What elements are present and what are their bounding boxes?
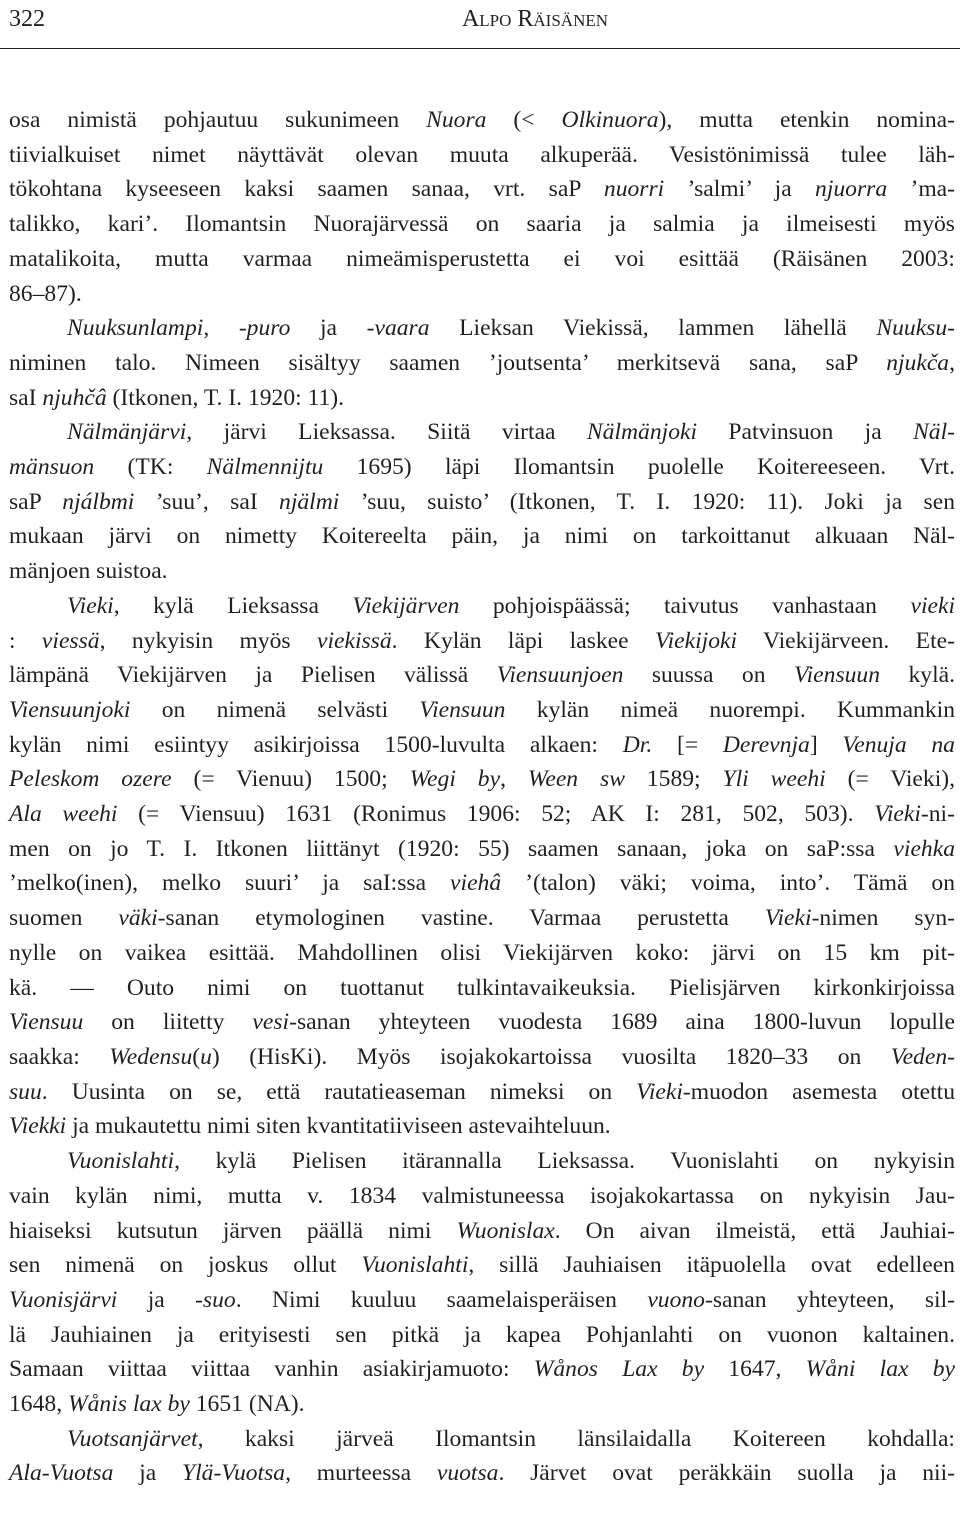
text-run: ’melko(inen), melko suuri’ ja saI:ssa — [9, 870, 451, 897]
text-run: ’ma- — [887, 176, 955, 203]
paragraph — [9, 589, 955, 1144]
italic-run: -vaara — [366, 315, 430, 342]
italic-run: viekissä — [316, 627, 392, 654]
text-run: tökohtana kyseeseen kaksi saamen sanaa, vrt. saP — [9, 176, 604, 203]
text-run: saI — [9, 384, 43, 411]
italic-run: Wånos Lax by — [533, 1356, 705, 1383]
text-line — [9, 1005, 955, 1040]
text-run: pohjoispäässä; taivutus vanhastaan — [459, 592, 911, 619]
text-line — [9, 415, 955, 450]
text-run: kylän nimeä nuorempi. Kummankin — [505, 696, 955, 723]
text-run: men on jo T. I. Itkonen liittänyt (1920: 55) saamen sanaan, joka on saP:ssa — [9, 835, 894, 862]
text-run: , murteessa — [285, 1460, 437, 1487]
paragraph — [9, 415, 955, 589]
text-line — [9, 1214, 955, 1249]
text-run: nylle on vaikea esittää. Mahdollinen olisi Viekijärven koko: järvi on 15 km pit- — [9, 939, 955, 966]
text-line — [9, 1248, 955, 1283]
text-run: Viekijärveen. Ete- — [737, 627, 955, 654]
text-run: , nykyisin myös — [99, 627, 317, 654]
italic-run: Vuonisjärvi — [9, 1286, 118, 1313]
text-line — [9, 1075, 955, 1110]
italic-run: nuorri — [603, 176, 665, 203]
italic-run: Ylä-Vuotsa — [181, 1460, 286, 1487]
italic-run: njukča — [886, 349, 950, 376]
paragraph — [9, 1422, 955, 1491]
text-run: ’salmi’ ja — [664, 176, 816, 203]
text-run: (Itkonen, T. I. 1920: 11). — [106, 384, 345, 411]
text-line — [9, 381, 955, 416]
text-line — [9, 1422, 955, 1457]
text-line — [9, 1352, 955, 1387]
text-line — [9, 832, 955, 867]
text-line — [9, 658, 955, 693]
italic-run: u — [200, 1043, 212, 1070]
text-run: kylä. — [880, 662, 955, 689]
running-head: Alpo Räisänen — [461, 6, 609, 32]
text-run: , — [500, 766, 528, 793]
text-run: Patvinsuon ja — [697, 419, 914, 446]
italic-run: njälmi — [279, 488, 340, 515]
text-run: ’suu, suisto’ (Itkonen, T. I. 1920: 11). Joki ja sen — [339, 488, 955, 515]
text-line — [9, 693, 955, 728]
italic-run: Vieki — [67, 592, 114, 619]
text-line — [9, 519, 955, 554]
italic-run: viehâ — [450, 870, 502, 897]
text-run: suomen — [9, 905, 119, 932]
text-run: ja mukautettu nimi siten kvantitatiiviseen astevaihteluun. — [66, 1113, 611, 1140]
text-run: ’suu’, saI — [134, 488, 280, 515]
text-run: Samaan viittaa viittaa vanhin asiakirjamuoto: — [9, 1356, 534, 1383]
italic-run: Viensuunjoki — [9, 696, 131, 723]
text-run: on liitetty — [83, 1009, 253, 1036]
italic-run: vuono — [647, 1286, 705, 1313]
italic-run: Nälmänjärvi — [67, 419, 187, 446]
text-line — [9, 450, 955, 485]
italic-run: Derevnja — [722, 731, 810, 758]
italic-run: Viensuu — [9, 1009, 84, 1036]
text-line — [9, 1318, 955, 1353]
italic-run: Ween sw — [527, 766, 625, 793]
italic-run: Wedensu — [109, 1043, 193, 1070]
italic-run: Wegi by — [409, 766, 501, 793]
text-run: ) (HisKi). Myös isojakokartoissa vuosilta 1820–33 on — [211, 1043, 891, 1070]
text-run: suussa on — [623, 662, 794, 689]
text-line — [9, 762, 955, 797]
text-run: hiaiseksi kutsutun järven päällä nimi — [9, 1217, 457, 1244]
text-run: ( — [192, 1043, 201, 1070]
italic-run: -puro — [238, 315, 291, 342]
text-line — [9, 485, 955, 520]
text-line — [9, 311, 955, 346]
text-run: ja — [113, 1460, 182, 1487]
italic-run: njálbmi — [62, 488, 135, 515]
text-run: ja — [117, 1286, 196, 1313]
italic-run: Ala weehi — [9, 801, 118, 828]
italic-run: Wåni lax by — [805, 1356, 955, 1383]
text-run: 1695) läpi Ilomantsin puolelle Koitereeseen. Vrt. — [323, 454, 955, 481]
italic-run: Nälmänjoki — [586, 419, 698, 446]
text-run: (= Vienuu) 1500; — [171, 766, 410, 793]
italic-run: vuotsa — [436, 1460, 499, 1487]
text-line — [9, 936, 955, 971]
italic-run: Venuja na — [842, 731, 955, 758]
text-run: (= Vieki), — [825, 766, 955, 793]
italic-run: mänsuon — [9, 454, 95, 481]
italic-run: väki — [118, 905, 158, 932]
italic-run: viessä — [41, 627, 100, 654]
text-run: . Nimi kuuluu saamelaisperäisen — [235, 1286, 648, 1313]
text-run: . Uusinta on se, että rautatieaseman nimeksi on — [41, 1078, 637, 1105]
italic-run: Nuora — [426, 107, 487, 133]
text-run: on nimenä selvästi — [130, 696, 420, 723]
italic-run: Viekijoki — [654, 627, 738, 654]
text-line — [9, 797, 955, 832]
text-run: -muodon asemesta otettu — [682, 1078, 955, 1105]
text-line — [9, 1040, 955, 1075]
text-run: [= — [652, 731, 723, 758]
text-run: osa nimistä pohjautuu sukunimeen — [9, 107, 427, 133]
text-run: ] — [809, 731, 843, 758]
italic-run: Vuotsanjärvet — [67, 1425, 198, 1452]
text-line — [9, 728, 955, 763]
italic-run: Viensuun — [793, 662, 881, 689]
text-line — [9, 866, 955, 901]
italic-run: Wånis lax by — [67, 1391, 190, 1418]
text-run: , kylä Lieksassa — [113, 592, 353, 619]
italic-run: Nälmennijtu — [206, 454, 324, 481]
text-run: 1647, — [704, 1356, 806, 1383]
text-run: (< — [486, 107, 562, 133]
text-line — [9, 138, 955, 173]
text-line — [9, 1387, 955, 1422]
italic-run: Dr. — [622, 731, 653, 758]
text-run: , järvi Lieksassa. Siitä virtaa — [186, 419, 587, 446]
text-run: lämpänä Viekijärven ja Pielisen välissä — [9, 662, 497, 689]
text-run: -sanan yhteyteen vuodesta 1689 aina 1800-luvun lopulle — [289, 1009, 955, 1036]
text-line — [9, 1144, 955, 1179]
text-run: . On aivan ilmeistä, että Jauhiai- — [554, 1217, 955, 1244]
italic-run: -suo — [195, 1286, 236, 1313]
header-rule — [0, 48, 960, 49]
italic-run: Näl- — [913, 419, 956, 446]
text-run: , kylä Pielisen itärannalla Lieksassa. Vuonislahti on nykyisin — [174, 1148, 955, 1175]
text-run: kä. — Outo nimi on tuottanut tulkintavaikeuksia. Pielisjärven kirkonkirjoissa — [9, 974, 955, 1001]
italic-run: Olkinuora — [561, 107, 659, 133]
text-run: : — [9, 627, 42, 654]
text-line — [9, 971, 955, 1006]
italic-run: Ala-Vuotsa — [9, 1460, 114, 1487]
text-run: ), mutta etenkin nomina- — [658, 107, 955, 133]
italic-run: Vuonislahti — [361, 1252, 469, 1279]
text-line — [9, 277, 955, 312]
text-run: mänjoen suistoa. — [9, 558, 168, 585]
text-run: , kaksi järveä Ilomantsin länsilaidalla Koitereen kohdalla: — [197, 1425, 955, 1452]
paragraph — [9, 1144, 955, 1422]
italic-run: vieki — [910, 592, 955, 619]
text-run: 1589; — [624, 766, 723, 793]
text-run: talikko, kari’. Ilomantsin Nuorajärvessä on saaria ja salmia ja ilmeisesti myös — [9, 211, 955, 238]
main-text — [9, 103, 955, 1491]
italic-run: njuorra — [815, 176, 888, 203]
italic-run: Nuuksunlampi — [67, 315, 204, 342]
text-run: , — [203, 315, 239, 342]
italic-run: Nuuksu- — [876, 315, 955, 342]
italic-run: Wuonislax — [456, 1217, 555, 1244]
italic-run: Vieki — [636, 1078, 683, 1105]
italic-run: viehka — [893, 835, 955, 862]
text-line — [9, 1109, 955, 1144]
italic-run: Yli weehi — [722, 766, 826, 793]
text-run: ja — [290, 315, 367, 342]
italic-run: Viekijärven — [352, 592, 460, 619]
text-run: 86–87). — [9, 280, 82, 307]
page-number: 322 — [9, 6, 45, 32]
text-run: , sillä Jauhiaisen itäpuolella ovat edelleen — [468, 1252, 955, 1279]
text-run: . Kylän läpi laskee — [391, 627, 655, 654]
text-run: mukaan järvi on nimetty Koitereelta päin, ja nimi on tarkoittanut alkuaan Näl- — [9, 523, 955, 550]
text-line — [9, 1283, 955, 1318]
text-run: -ni- — [920, 801, 955, 828]
text-run: -nimen syn- — [811, 905, 955, 932]
text-run: (TK: — [94, 454, 207, 481]
text-line — [9, 242, 955, 277]
text-run: (= Viensuu) 1631 (Ronimus 1906: 52; AK I: 281, 502, 503). — [117, 801, 875, 828]
text-line — [9, 346, 955, 381]
italic-run: Vieki — [764, 905, 812, 932]
text-run: kylän nimi esiintyy asikirjoissa 1500-luvulta alkaen: — [9, 731, 623, 758]
italic-run: vesi — [252, 1009, 290, 1036]
text-run: 1651 (NA). — [189, 1391, 305, 1418]
italic-run: Veden- — [890, 1043, 955, 1070]
text-line — [9, 901, 955, 936]
text-run: niminen talo. Nimeen sisältyy saamen ’joutsenta’ merkitsevä sana, saP — [9, 349, 887, 376]
text-run: tiivialkuiset nimet näyttävät olevan muuta alkuperää. Vesistönimissä tulee läh- — [9, 141, 955, 168]
italic-run: Vieki — [874, 801, 921, 828]
italic-run: Viekki — [9, 1113, 67, 1140]
text-line — [9, 172, 955, 207]
text-line — [9, 103, 955, 138]
text-line — [9, 207, 955, 242]
text-run: saP — [9, 488, 63, 515]
paragraph — [9, 103, 955, 311]
text-run: -sanan yhteyteen, sil- — [704, 1286, 955, 1313]
text-run: vain kylän nimi, mutta v. 1834 valmistuneessa isojakokartassa on nykyisin Jau- — [9, 1182, 955, 1209]
text-line — [9, 554, 955, 589]
text-run: matalikoita, mutta varmaa nimeämisperustetta ei voi esittää (Räisänen 2003: — [9, 245, 955, 272]
italic-run: Peleskom ozere — [9, 766, 172, 793]
italic-run: Viensuun — [419, 696, 506, 723]
text-run: -sanan etymologinen vastine. Varmaa perustetta — [157, 905, 765, 932]
text-run: . Järvet ovat peräkkäin suolla ja nii- — [498, 1460, 955, 1487]
text-line — [9, 589, 955, 624]
text-line — [9, 624, 955, 659]
text-line — [9, 1456, 955, 1491]
text-run: , — [949, 349, 955, 376]
italic-run: Vuonislahti — [67, 1148, 175, 1175]
text-run: lä Jauhiainen ja erityisesti sen pitkä ja kapea Pohjanlahti on vuonon kaltainen. — [9, 1321, 955, 1348]
text-run: sen nimenä on joskus ollut — [9, 1252, 362, 1279]
paragraph — [9, 311, 955, 415]
text-run: 1648, — [9, 1391, 68, 1418]
text-run: Lieksan Viekissä, lammen lähellä — [429, 315, 877, 342]
text-run: ’(talon) väki; voima, into’. Tämä on — [501, 870, 956, 897]
text-line — [9, 1179, 955, 1214]
italic-run: Viensuunjoen — [496, 662, 624, 689]
italic-run: suu — [9, 1078, 42, 1105]
italic-run: njuhčâ — [42, 384, 107, 411]
text-run: saakka: — [9, 1043, 110, 1070]
